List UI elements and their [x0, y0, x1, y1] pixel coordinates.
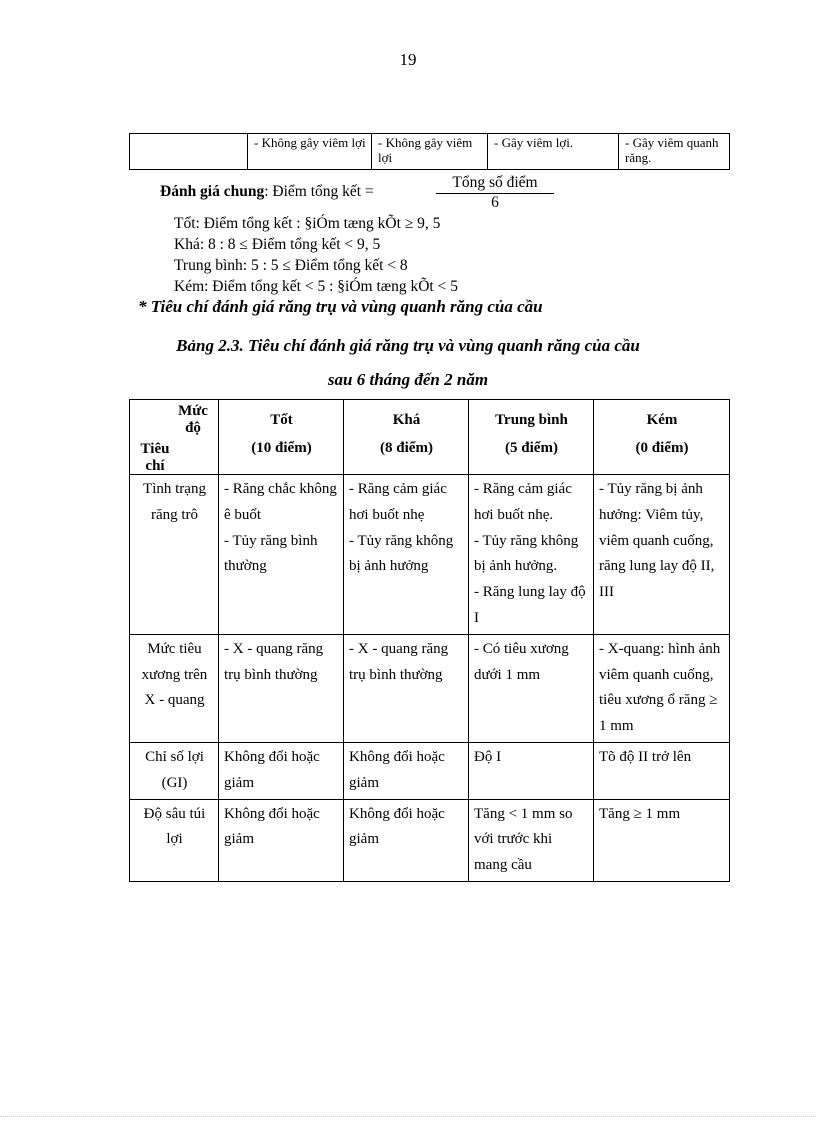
- page-number: 19: [399, 50, 417, 69]
- criterion-cell: Tình trạng răng trô: [130, 475, 219, 635]
- table-cell: - Răng chắc không ê buốt - Tủy răng bình thường: [219, 475, 344, 635]
- overall-evaluation: [160, 183, 374, 201]
- header-grade: Khá: [392, 412, 421, 428]
- table-cell: Tăng ≥ 1 mm: [594, 799, 730, 881]
- evaluation-label: Đánh giá chung: [160, 183, 265, 200]
- table-cell: - Răng cảm giác hơi buốt nhẹ. - Tủy răng không bị ảnh hưởng. - Răng lung lay độ I: [469, 475, 594, 635]
- table-row: [130, 634, 730, 742]
- fraction-denominator: 6: [491, 194, 499, 211]
- header-grade: Trung bình: [495, 412, 568, 428]
- evaluation-text: : Điểm tổng kết =: [264, 183, 374, 200]
- table-row: [130, 799, 730, 881]
- table-cell: - Không gây viêm lợi: [372, 134, 488, 170]
- table-cell: - Răng cảm giác hơi buốt nhẹ - Tủy răng không bị ảnh hưởng: [344, 475, 469, 635]
- table-cell: Không đổi hoặc giảm: [219, 742, 344, 799]
- column-header-kem: [594, 400, 730, 475]
- table-cell: - Gây viêm quanh răng.: [619, 134, 730, 170]
- table-cell: - Gây viêm lợi.: [488, 134, 619, 170]
- grade-line: Trung bình: 5 : 5 ≤ Điểm tổng kết < 8: [174, 257, 408, 274]
- grade-line: Tốt: Điểm tổng kết : §iÓm tæng kÕt ≥ 9, 5: [174, 215, 441, 232]
- table-cell: - Không gây viêm lợi: [248, 134, 372, 170]
- criteria-heading: * Tiêu chí đánh giá răng trụ và vùng quanh răng của cầu: [138, 297, 543, 316]
- table-cell: - Có tiêu xương dưới 1 mm: [469, 634, 594, 742]
- header-grade: Kém: [646, 412, 678, 428]
- table-cell: Độ I: [469, 742, 594, 799]
- table-cell: [130, 134, 248, 170]
- column-header-trung-binh: [469, 400, 594, 475]
- page-bottom-divider: [0, 1116, 816, 1117]
- grade-line: Khá: 8 : 8 ≤ Điểm tổng kết < 9, 5: [174, 236, 381, 253]
- table-header-row: [130, 400, 730, 475]
- header-score: (10 điểm): [251, 440, 312, 456]
- column-header-tot: [219, 400, 344, 475]
- table-row: [130, 475, 730, 635]
- grade-line: Kém: Điểm tổng kết < 5 : §iÓm tæng kÕt < 5: [174, 278, 458, 295]
- table-row: [130, 742, 730, 799]
- header-grade: Tốt: [270, 412, 293, 428]
- continued-table: [129, 133, 730, 170]
- column-header-kha: [344, 400, 469, 475]
- fraction-numerator: Tổng số điểm: [436, 174, 554, 194]
- header-score: (8 điểm): [380, 440, 433, 456]
- criteria-table: [129, 399, 730, 882]
- table-cell: Không đổi hoặc giảm: [344, 799, 469, 881]
- score-fraction: [436, 174, 554, 212]
- table-caption-subtitle: sau 6 tháng đến 2 năm: [327, 370, 489, 389]
- criterion-cell: Mức tiêu xương trên X - quang: [130, 634, 219, 742]
- corner-top-label: Mức độ: [178, 403, 208, 436]
- table-cell: - Tủy răng bị ảnh hưởng: Viêm tủy, viêm quanh cuống, răng lung lay độ II, III: [594, 475, 730, 635]
- criterion-cell: Độ sâu túi lợi: [130, 799, 219, 881]
- table-cell: - X-quang: hình ảnh viêm quanh cuống, tiêu xương ổ răng ≥ 1 mm: [594, 634, 730, 742]
- table-row: [130, 134, 730, 170]
- header-score: (0 điểm): [635, 440, 689, 456]
- table-cell: - X - quang răng trụ bình thường: [219, 634, 344, 742]
- table-cell: Không đổi hoặc giảm: [219, 799, 344, 881]
- corner-bottom-label: Tiêu chí: [140, 441, 170, 474]
- table-cell: Tõ độ II trở lên: [594, 742, 730, 799]
- corner-header: [130, 400, 219, 475]
- table-cell: - X - quang răng trụ bình thường: [344, 634, 469, 742]
- header-score: (5 điểm): [505, 440, 558, 456]
- table-cell: Tăng < 1 mm so với trước khi mang cầu: [469, 799, 594, 881]
- table-cell: Không đổi hoặc giảm: [344, 742, 469, 799]
- criterion-cell: Chỉ số lợi (GI): [130, 742, 219, 799]
- table-caption: Bảng 2.3. Tiêu chí đánh giá răng trụ và vùng quanh răng của cầu: [176, 336, 640, 355]
